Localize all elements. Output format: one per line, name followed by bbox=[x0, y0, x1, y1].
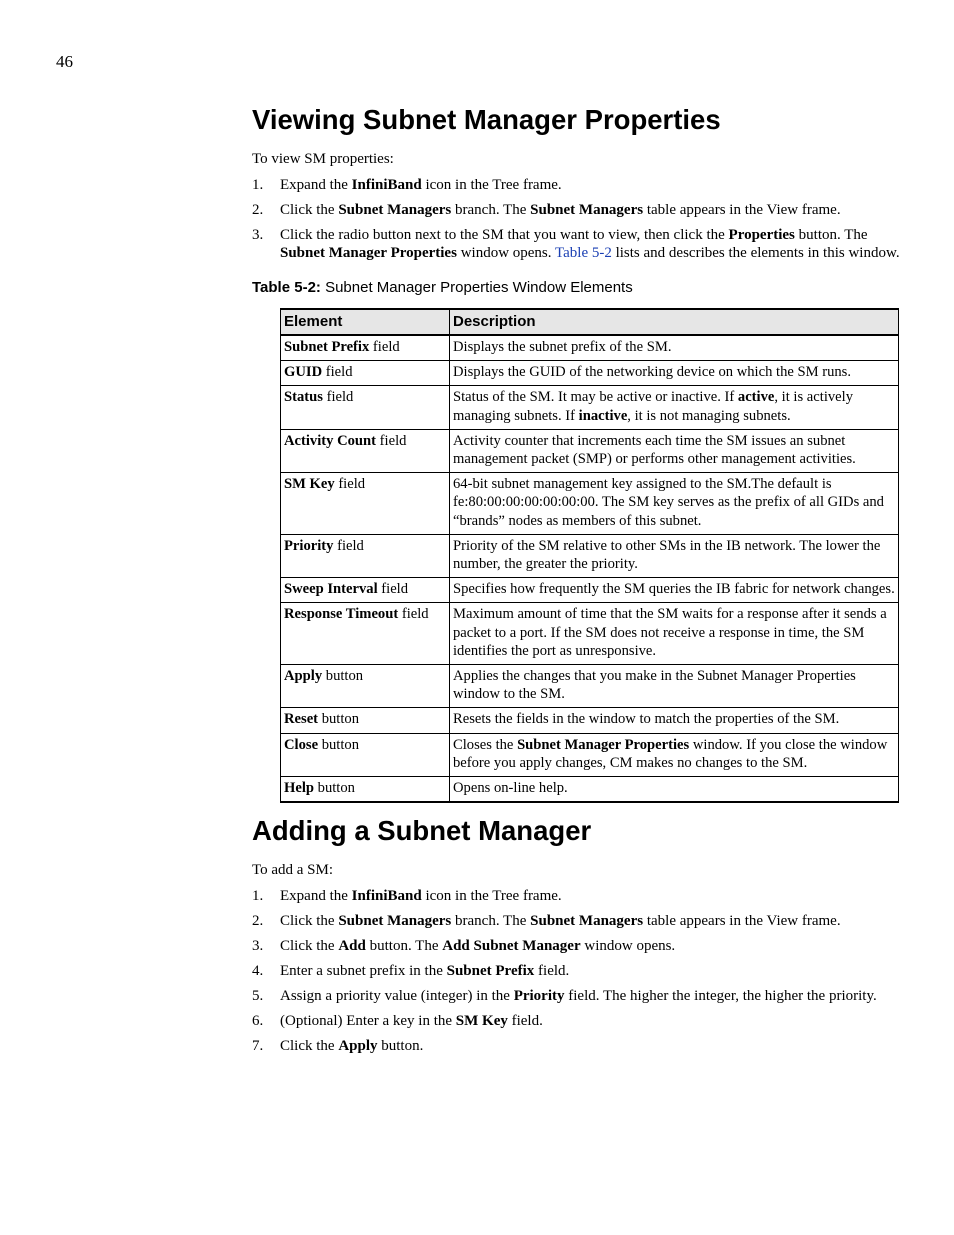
text-run: Maximum amount of time that the SM waits for a response after it sends a packet to a port. If the SM does not receive a response in time, the SM identifies the port as unresponsive. bbox=[453, 606, 887, 659]
bold-text: Subnet Managers bbox=[338, 913, 452, 930]
bold-text: Response Timeout bbox=[284, 606, 399, 623]
text-run: Expand the bbox=[280, 177, 352, 193]
text-run: window opens. bbox=[580, 938, 676, 955]
table-body bbox=[281, 335, 899, 802]
text-run: Assign a priority value (integer) in the bbox=[280, 988, 514, 1005]
bold-text: Close bbox=[284, 736, 319, 753]
step-number: 5. bbox=[252, 988, 264, 1005]
step-number: 7. bbox=[252, 1038, 264, 1055]
bold-text: Reset bbox=[284, 711, 319, 728]
step-number: 1. bbox=[252, 888, 264, 905]
bold-text: Add bbox=[338, 938, 366, 955]
table-row bbox=[281, 777, 899, 803]
bold-text: InfiniBand bbox=[351, 177, 422, 193]
table-caption-text: Subnet Manager Properties Window Elements bbox=[320, 279, 633, 296]
bold-text: Subnet Managers bbox=[530, 202, 644, 218]
description-cell bbox=[450, 429, 899, 472]
element-cell bbox=[281, 578, 450, 603]
text-run: Click the bbox=[280, 913, 339, 930]
table-reference-link[interactable]: Table 5-2 bbox=[555, 245, 612, 261]
text-run: field bbox=[333, 537, 364, 554]
text-run: branch. The bbox=[451, 913, 531, 930]
description-cell bbox=[450, 665, 899, 708]
section-intro-viewing: To view SM properties: bbox=[252, 151, 394, 167]
section-title-viewing: Viewing Subnet Manager Properties bbox=[252, 104, 721, 135]
table-row bbox=[281, 578, 899, 603]
bold-text: Activity Count bbox=[284, 432, 377, 449]
text-run: window. If you close the window before you apply changes, CM makes no changes to the SM. bbox=[453, 736, 888, 771]
text-run: 64-bit subnet management key assigned to the SM.The default is fe:80:00:00:00:00:00:00. The SM key serves as the prefix of all GIDs and “brands” nodes as members of this subnet. bbox=[453, 476, 884, 529]
description-cell bbox=[450, 777, 899, 803]
table-row bbox=[281, 665, 899, 708]
element-cell bbox=[281, 473, 450, 535]
description-cell bbox=[450, 361, 899, 386]
text-run: button. The bbox=[365, 938, 443, 955]
element-cell bbox=[281, 665, 450, 708]
table-header-row bbox=[281, 309, 899, 335]
step-number: 1. bbox=[252, 177, 264, 193]
bold-text: SM Key bbox=[284, 476, 335, 493]
description-cell bbox=[450, 473, 899, 535]
text-run: field. bbox=[507, 1013, 543, 1030]
description-cell bbox=[450, 578, 899, 603]
column-header-element: Element bbox=[281, 309, 450, 335]
element-cell bbox=[281, 777, 450, 803]
text-run: Applies the changes that you make in the Subnet Manager Properties window to the SM. bbox=[453, 668, 856, 703]
text-run: Displays the GUID of the networking device on which the SM runs. bbox=[453, 364, 852, 381]
text-run: Opens on-line help. bbox=[453, 780, 568, 797]
table-row bbox=[281, 361, 899, 386]
bold-text: Subnet Manager Properties bbox=[280, 245, 457, 261]
text-run: window opens. bbox=[456, 245, 555, 261]
column-header-description: Description bbox=[450, 309, 899, 335]
table-caption-label: Table 5-2: bbox=[252, 279, 321, 296]
table-row bbox=[281, 603, 899, 665]
text-run: Priority of the SM relative to other SMs in the IB network. The lower the number, the greater the priority. bbox=[453, 537, 881, 573]
list-item bbox=[252, 1037, 900, 1055]
text-run: icon in the Tree frame. bbox=[421, 177, 562, 193]
bold-text: inactive bbox=[578, 407, 628, 424]
bold-text: Status bbox=[284, 389, 323, 406]
bold-text: Apply bbox=[284, 668, 323, 685]
bold-text: GUID bbox=[284, 364, 323, 381]
description-cell bbox=[450, 708, 899, 733]
text-run: field bbox=[398, 606, 429, 623]
bold-text: Subnet Prefix bbox=[446, 963, 535, 980]
list-item bbox=[252, 937, 900, 955]
text-run: button bbox=[322, 668, 364, 685]
element-cell bbox=[281, 733, 450, 776]
element-cell bbox=[281, 603, 450, 665]
text-run: Click the bbox=[280, 1038, 339, 1055]
bold-text: Apply bbox=[338, 1038, 378, 1055]
text-run: field bbox=[369, 339, 400, 355]
bold-text: Subnet Managers bbox=[338, 202, 452, 218]
text-run: field bbox=[334, 476, 366, 493]
list-item bbox=[252, 226, 900, 262]
text-run: button. bbox=[377, 1038, 424, 1055]
description-cell bbox=[450, 603, 899, 665]
text-run: Status of the SM. It may be active or inactive. If bbox=[453, 389, 738, 406]
text-run: Displays the subnet prefix of the SM. bbox=[453, 339, 672, 355]
step-number: 3. bbox=[252, 938, 264, 955]
text-run: Closes the bbox=[453, 736, 518, 753]
text-run: Click the bbox=[280, 938, 339, 955]
element-cell bbox=[281, 708, 450, 733]
step-number: 3. bbox=[252, 227, 264, 243]
bold-text: Priority bbox=[513, 988, 565, 1005]
text-run: button bbox=[318, 711, 359, 728]
bold-text: active bbox=[737, 389, 775, 406]
element-cell bbox=[281, 534, 450, 577]
steps-list-adding bbox=[252, 887, 900, 1055]
bold-text: Priority bbox=[284, 537, 334, 554]
step-number: 2. bbox=[252, 202, 264, 218]
text-run: Click the radio button next to the SM that you want to view, then click the bbox=[280, 227, 729, 243]
text-run: table appears in the View frame. bbox=[643, 913, 841, 930]
bold-text: InfiniBand bbox=[351, 888, 422, 905]
table-caption bbox=[252, 279, 900, 297]
element-cell bbox=[281, 335, 450, 361]
bold-text: SM Key bbox=[455, 1013, 508, 1030]
text-run: icon in the Tree frame. bbox=[421, 888, 562, 905]
table-row bbox=[281, 733, 899, 776]
text-run: button. The bbox=[794, 227, 868, 243]
step-number: 6. bbox=[252, 1013, 264, 1030]
text-run: field bbox=[376, 432, 407, 449]
table-row bbox=[281, 473, 899, 535]
bold-text: Help bbox=[284, 780, 314, 797]
list-item bbox=[252, 176, 900, 194]
text-run: Activity counter that increments each time the SM issues an subnet management packet (SMP) or performs other management activities. bbox=[453, 432, 856, 468]
element-cell bbox=[281, 429, 450, 472]
text-run: Click the bbox=[280, 202, 339, 218]
list-item bbox=[252, 912, 900, 930]
text-run: field bbox=[322, 389, 354, 406]
section-intro-adding: To add a SM: bbox=[252, 862, 334, 879]
description-cell bbox=[450, 335, 899, 361]
table-row bbox=[281, 335, 899, 361]
table-row bbox=[281, 708, 899, 733]
description-cell bbox=[450, 386, 899, 429]
text-run: Expand the bbox=[280, 888, 352, 905]
text-run: field. bbox=[534, 963, 570, 980]
element-cell bbox=[281, 386, 450, 429]
element-cell bbox=[281, 361, 450, 386]
list-item bbox=[252, 887, 900, 905]
step-number: 4. bbox=[252, 963, 264, 980]
list-item bbox=[252, 201, 900, 219]
text-run: , it is not managing subnets. bbox=[627, 407, 791, 424]
bold-text: Subnet Prefix bbox=[284, 339, 370, 355]
text-run: lists and describes the elements in this window. bbox=[611, 245, 900, 261]
bold-text: Add Subnet Manager bbox=[442, 938, 581, 955]
text-run: Enter a subnet prefix in the bbox=[280, 963, 447, 980]
text-run: (Optional) Enter a key in the bbox=[280, 1013, 456, 1030]
bold-text: Sweep Interval bbox=[284, 581, 378, 598]
table-row bbox=[281, 534, 899, 577]
text-run: Resets the fields in the window to match the properties of the SM. bbox=[453, 711, 840, 728]
page-content bbox=[252, 100, 900, 1062]
table-row bbox=[281, 429, 899, 472]
text-run: Specifies how frequently the SM queries the IB fabric for network changes. bbox=[453, 581, 895, 598]
bold-text: Properties bbox=[728, 227, 795, 243]
text-run: field bbox=[377, 581, 409, 598]
bold-text: Subnet Managers bbox=[530, 913, 644, 930]
list-item bbox=[252, 962, 900, 980]
bold-text: Subnet Manager Properties bbox=[517, 736, 690, 753]
step-number: 2. bbox=[252, 913, 264, 930]
steps-list-viewing bbox=[252, 176, 900, 262]
text-run: button bbox=[318, 736, 360, 753]
text-run: field bbox=[322, 364, 353, 381]
list-item bbox=[252, 1012, 900, 1030]
text-run: table appears in the View frame. bbox=[643, 202, 841, 218]
text-run: , it is actively managing subnets. If bbox=[453, 389, 854, 424]
properties-table bbox=[280, 308, 899, 803]
description-cell bbox=[450, 733, 899, 776]
page-number: 46 bbox=[56, 52, 73, 71]
text-run: button bbox=[314, 780, 355, 797]
table-row bbox=[281, 386, 899, 429]
list-item bbox=[252, 987, 900, 1005]
text-run: branch. The bbox=[451, 202, 531, 218]
section-title-adding: Adding a Subnet Manager bbox=[252, 815, 592, 847]
text-run: field. The higher the integer, the higher the priority. bbox=[564, 988, 877, 1005]
description-cell bbox=[450, 534, 899, 577]
